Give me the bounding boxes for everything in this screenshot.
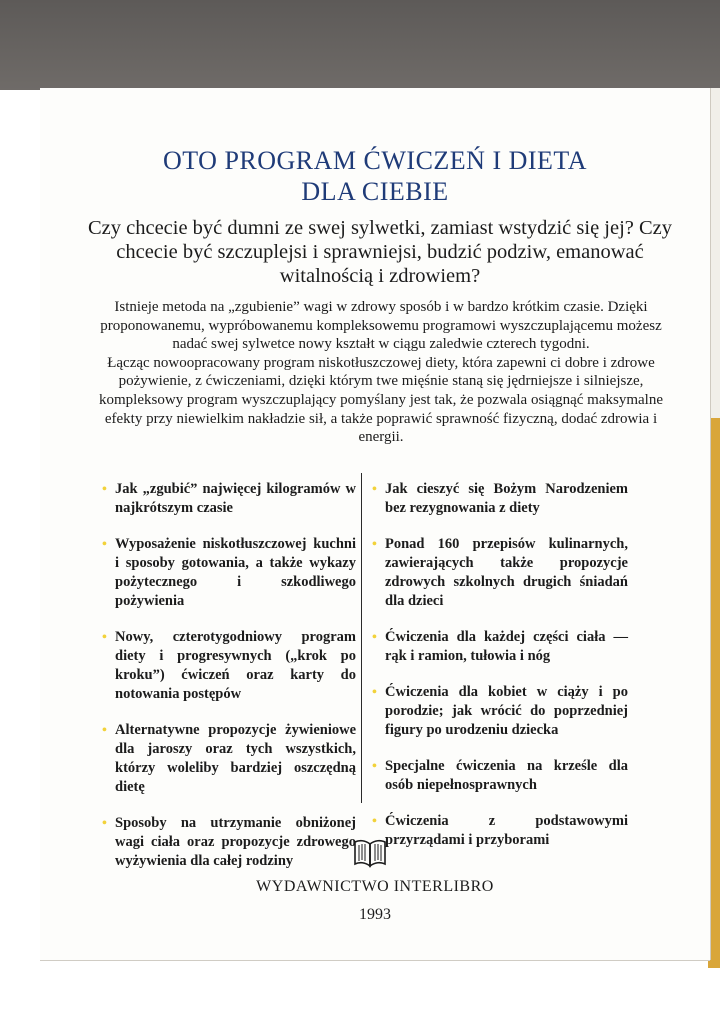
bullet-icon: • xyxy=(372,685,377,700)
cover-heading xyxy=(40,145,710,207)
bullet-icon: • xyxy=(372,537,377,552)
bullet-icon: • xyxy=(102,482,107,497)
feature-item: • Ćwiczenia z podstawowymi przyrządami i przyborami xyxy=(372,813,628,848)
feature-item: • Nowy, czterotygodniowy program diety i progresywnych („krok po kroku”) ćwiczeń oraz karty do notowania postępów xyxy=(102,629,356,702)
back-cover xyxy=(40,88,710,960)
feature-item: • Specjalne ćwiczenia na krześle dla osób niepełnosprawnych xyxy=(372,758,628,793)
bullet-icon: • xyxy=(372,482,377,497)
feature-item: • Ćwiczenia dla kobiet w ciąży i po porodzie; jak wrócić do poprzedniej figury po urodzeniu dziecka xyxy=(372,684,628,738)
heading-line-2: DLA CIEBIE xyxy=(301,177,449,206)
bullet-icon: • xyxy=(102,723,107,738)
feature-item: • Wyposażenie niskotłuszczowej kuchni i sposoby gotowania, a także wykazy pożytecznego i szkodliwego pożywienia xyxy=(102,536,356,609)
intro-text: Czy chcecie być dumni ze swej sylwetki, zamiast wstydzić się jej? Czy chcecie być szczuplejsi i sprawniejsi, budzić podziw, emanować witalnością i zdrowiem? xyxy=(87,217,673,287)
bullet-icon: • xyxy=(102,816,107,831)
feature-item: • Ponad 160 przepisów kulinarnych, zawierających także propozycje zdrowych szkolnych drugich śniadań dla dzieci xyxy=(372,536,628,609)
features-right-column xyxy=(372,480,628,850)
publication-year: 1993 xyxy=(359,906,391,923)
open-book-icon xyxy=(352,836,388,870)
feature-item: • Jak cieszyć się Bożym Narodzeniem bez rezygnowania z diety xyxy=(372,481,628,516)
heading-line-1: OTO PROGRAM ĆWICZEŃ I DIETA xyxy=(162,146,588,175)
bullet-icon: • xyxy=(372,814,377,829)
description-paragraph-2: Łącząc nowoopracowany program niskotłuszczowej diety, która zapewni ci dobre i zdrowe pożywienie, z ćwiczeniami, dzięki którym twe mięśnie staną się jędrniejsze i silniejsze, kompleksowy program wyszczuplający pomyślany jest tak, że pozwala osiągnąć maksymalne efekty przy niewielkim nakładzie sił, a także poprawić sprawność fizyczną, dodać zdrowia i energii. xyxy=(99,354,663,446)
column-divider xyxy=(361,473,362,803)
publisher-name: WYDAWNICTWO INTERLIBRO xyxy=(256,878,494,895)
feature-item: • Sposoby na utrzymanie obniżonej wagi ciała oraz propozycje zdrowego wyżywienia dla całej rodziny xyxy=(102,815,356,869)
feature-item: • Jak „zgubić” najwięcej kilogramów w najkrótszym czasie xyxy=(102,481,356,516)
bullet-icon: • xyxy=(372,630,377,645)
description xyxy=(86,298,676,447)
bullet-icon: • xyxy=(372,759,377,774)
bullet-icon: • xyxy=(102,537,107,552)
scan-background-top xyxy=(0,0,720,90)
description-paragraph-1: Istnieje metoda na „zgubienie” wagi w zdrowy sposób i w bardzo krótkim czasie. Dzięki proponowanemu, wypróbowanemu kompleksowemu programowi wyszczuplającemu możesz nadać swej sylwetce nowy kształt w ciągu zaledwie czterech tygodni. xyxy=(100,299,662,353)
feature-item: • Ćwiczenia dla każdej części ciała — rąk i ramion, tułowia i nóg xyxy=(372,629,628,664)
features-left-column xyxy=(102,480,356,871)
bullet-icon: • xyxy=(102,630,107,645)
feature-item: • Alternatywne propozycje żywieniowe dla jaroszy oraz tych wszystkich, którzy woleliby bardziej oszczędną dietę xyxy=(102,722,356,795)
